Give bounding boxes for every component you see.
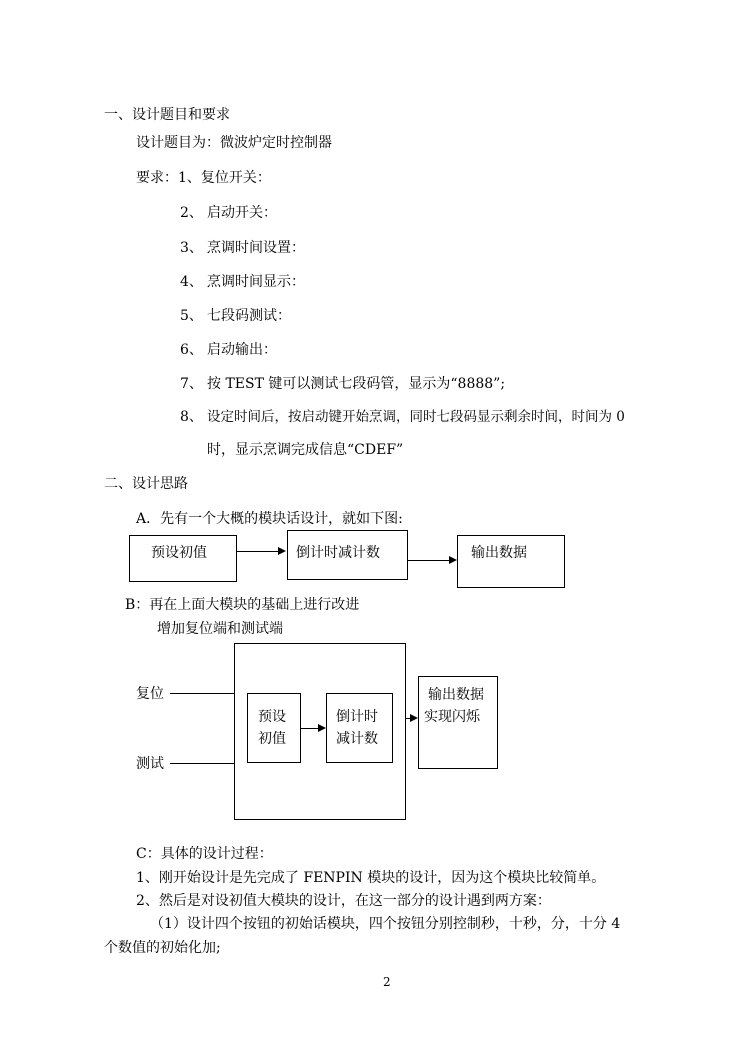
output-b-line2: 实现闪烁 (424, 709, 480, 725)
req-item-5-num: 5、 (180, 308, 203, 324)
req-item-8-cont: 时，显示烹调完成信息“CDEF” (207, 442, 404, 458)
output-box (457, 535, 565, 588)
section1-heading: 一、设计题目和要求 (104, 107, 230, 123)
arrow-line (407, 560, 450, 561)
design-topic: 设计题目为：微波炉定时控制器 (136, 135, 332, 151)
req-item-6-num: 6、 (180, 342, 203, 358)
req-item-8-text: 设定时间后，按启动键开始烹调，同时七段码显示剩余时间，时间为 0 (207, 409, 625, 425)
preset-box-label: 预设初值 (151, 545, 207, 561)
req-item-8-num: 8、 (180, 409, 203, 425)
output-b-line1: 输出数据 (428, 687, 484, 703)
step1-text: 1、刚开始设计是先完成了 FENPIN 模块的设计，因为这个模块比较简单。 (136, 870, 606, 886)
reset-input-line (170, 693, 234, 694)
req-item-6-text: 启动输出： (207, 342, 277, 358)
arrow-head-icon (278, 547, 286, 555)
countdown-box-label: 倒计时减计数 (296, 545, 380, 561)
arrow-line (236, 551, 279, 552)
reset-input-label: 复位 (136, 686, 164, 702)
req-item-3-text: 烹调时间设置： (207, 240, 305, 256)
req-item-7-num: 7、 (180, 376, 203, 392)
step2-text: 2、然后是对设初值大模块的设计，在这一部分的设计遇到两方案： (136, 893, 551, 909)
req-item-7-text: 按 TEST 键可以测试七段码管，显示为“8888”; (207, 376, 506, 392)
section2-c-text: C：具体的设计过程： (136, 846, 273, 862)
section2-heading: 二、设计思路 (104, 476, 188, 492)
req-item-4-num: 4、 (180, 274, 203, 290)
output-box-label: 输出数据 (471, 545, 527, 561)
requirements-lead: 要求：1、复位开关： (136, 170, 271, 186)
countdown-b-line2: 减计数 (336, 731, 378, 747)
arrow-head-icon (410, 714, 418, 722)
req-item-3-num: 3、 (180, 240, 203, 256)
countdown-b-line1: 倒计时 (336, 709, 378, 725)
step2-sub1-cont: 个数值的初始化加; (104, 940, 221, 956)
page-number: 2 (383, 975, 391, 989)
req-item-5-text: 七段码测试： (207, 308, 291, 324)
test-input-label: 测试 (136, 756, 164, 772)
preset-b-line2: 初值 (258, 731, 286, 747)
section2-b-text: B：再在上面大模块的基础上进行改进 (125, 597, 360, 613)
req-item-2-text: 启动开关： (207, 205, 277, 221)
arrow-line (300, 728, 319, 729)
req-item-4-text: 烹调时间显示： (207, 274, 305, 290)
preset-box-b (247, 693, 301, 763)
test-input-line (170, 763, 234, 764)
section2-a-text: A．先有一个大概的模块话设计，就如下图: (136, 511, 403, 527)
step2-sub1-text: （1）设计四个按钮的初始话模块，四个按钮分别控制秒，十秒，分，十分 4 (150, 916, 621, 932)
countdown-box-b (326, 693, 393, 763)
section2-b-sub: 增加复位端和测试端 (157, 621, 283, 637)
arrow-head-icon (318, 724, 326, 732)
preset-b-line1: 预设 (258, 709, 286, 725)
arrow-head-icon (449, 556, 457, 564)
req-item-2-num: 2、 (180, 205, 203, 221)
